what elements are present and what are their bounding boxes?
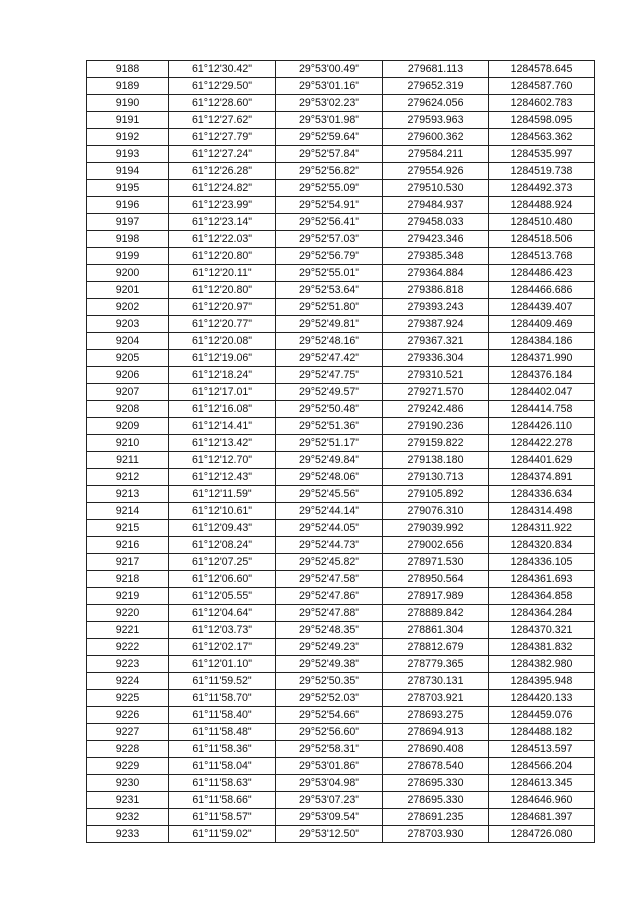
point-id-cell: 9226 [87,707,169,724]
easting-cell: 278691.235 [383,809,489,826]
easting-cell: 278917.989 [383,588,489,605]
point-id-cell: 9197 [87,214,169,231]
table-row [87,112,595,129]
easting-cell: 279039.992 [383,520,489,537]
table-row [87,333,595,350]
easting-cell: 279458.033 [383,214,489,231]
easting-cell: 279652.319 [383,78,489,95]
easting-cell: 279138.180 [383,452,489,469]
northing-cell: 1284613.345 [489,775,595,792]
longitude-cell: 61°11'58.70" [169,690,276,707]
latitude-cell: 29°52'45.56" [276,486,383,503]
table-row [87,758,595,775]
point-id-cell: 9200 [87,265,169,282]
table-row [87,452,595,469]
table-row [87,214,595,231]
easting-cell: 279367.321 [383,333,489,350]
table-row [87,656,595,673]
point-id-cell: 9231 [87,792,169,809]
latitude-cell: 29°53'00.49" [276,61,383,78]
longitude-cell: 61°12'01.10" [169,656,276,673]
northing-cell: 1284311.922 [489,520,595,537]
table-row [87,792,595,809]
point-id-cell: 9224 [87,673,169,690]
latitude-cell: 29°52'49.81" [276,316,383,333]
latitude-cell: 29°52'58.31" [276,741,383,758]
latitude-cell: 29°52'50.48" [276,401,383,418]
easting-cell: 278730.131 [383,673,489,690]
latitude-cell: 29°52'59.64" [276,129,383,146]
longitude-cell: 61°11'58.63" [169,775,276,792]
northing-cell: 1284402.047 [489,384,595,401]
point-id-cell: 9220 [87,605,169,622]
table-row [87,588,595,605]
point-id-cell: 9201 [87,282,169,299]
longitude-cell: 61°12'20.08" [169,333,276,350]
latitude-cell: 29°52'44.14" [276,503,383,520]
latitude-cell: 29°52'56.60" [276,724,383,741]
latitude-cell: 29°52'49.38" [276,656,383,673]
latitude-cell: 29°53'01.16" [276,78,383,95]
table-row [87,129,595,146]
longitude-cell: 61°12'05.55" [169,588,276,605]
point-id-cell: 9221 [87,622,169,639]
table-row [87,469,595,486]
easting-cell: 278694.913 [383,724,489,741]
point-id-cell: 9208 [87,401,169,418]
northing-cell: 1284486.423 [489,265,595,282]
point-id-cell: 9212 [87,469,169,486]
table-row [87,367,595,384]
point-id-cell: 9213 [87,486,169,503]
point-id-cell: 9225 [87,690,169,707]
longitude-cell: 61°12'08.24" [169,537,276,554]
easting-cell: 278971.530 [383,554,489,571]
longitude-cell: 61°12'23.14" [169,214,276,231]
point-id-cell: 9205 [87,350,169,367]
table-row [87,248,595,265]
latitude-cell: 29°52'48.16" [276,333,383,350]
point-id-cell: 9227 [87,724,169,741]
table-row [87,622,595,639]
point-id-cell: 9189 [87,78,169,95]
table-row [87,316,595,333]
point-id-cell: 9196 [87,197,169,214]
northing-cell: 1284646.960 [489,792,595,809]
northing-cell: 1284681.397 [489,809,595,826]
latitude-cell: 29°53'07.23" [276,792,383,809]
northing-cell: 1284602.783 [489,95,595,112]
northing-cell: 1284563.362 [489,129,595,146]
northing-cell: 1284420.133 [489,690,595,707]
northing-cell: 1284371.990 [489,350,595,367]
northing-cell: 1284401.629 [489,452,595,469]
easting-cell: 278695.330 [383,792,489,809]
point-id-cell: 9202 [87,299,169,316]
easting-cell: 278693.275 [383,707,489,724]
longitude-cell: 61°12'13.42" [169,435,276,452]
table-row [87,265,595,282]
easting-cell: 279387.924 [383,316,489,333]
northing-cell: 1284726.080 [489,826,595,843]
point-id-cell: 9195 [87,180,169,197]
table-row [87,826,595,843]
northing-cell: 1284422.278 [489,435,595,452]
easting-cell: 279385.348 [383,248,489,265]
point-id-cell: 9233 [87,826,169,843]
northing-cell: 1284518.506 [489,231,595,248]
easting-cell: 279600.362 [383,129,489,146]
point-id-cell: 9193 [87,146,169,163]
northing-cell: 1284519.738 [489,163,595,180]
latitude-cell: 29°52'47.75" [276,367,383,384]
northing-cell: 1284320.834 [489,537,595,554]
point-id-cell: 9191 [87,112,169,129]
latitude-cell: 29°52'57.03" [276,231,383,248]
latitude-cell: 29°52'56.79" [276,248,383,265]
point-id-cell: 9211 [87,452,169,469]
easting-cell: 278950.564 [383,571,489,588]
northing-cell: 1284510.480 [489,214,595,231]
longitude-cell: 61°12'02.17" [169,639,276,656]
point-id-cell: 9222 [87,639,169,656]
longitude-cell: 61°12'23.99" [169,197,276,214]
easting-cell: 279423.346 [383,231,489,248]
longitude-cell: 61°12'20.77" [169,316,276,333]
point-id-cell: 9198 [87,231,169,248]
longitude-cell: 61°12'30.42" [169,61,276,78]
easting-cell: 279364.884 [383,265,489,282]
coordinates-table [86,60,595,843]
northing-cell: 1284414.758 [489,401,595,418]
northing-cell: 1284374.891 [489,469,595,486]
longitude-cell: 61°12'12.43" [169,469,276,486]
easting-cell: 279159.822 [383,435,489,452]
point-id-cell: 9204 [87,333,169,350]
northing-cell: 1284513.597 [489,741,595,758]
table-row [87,384,595,401]
longitude-cell: 61°11'58.36" [169,741,276,758]
point-id-cell: 9210 [87,435,169,452]
latitude-cell: 29°52'47.86" [276,588,383,605]
northing-cell: 1284535.997 [489,146,595,163]
northing-cell: 1284364.858 [489,588,595,605]
northing-cell: 1284384.186 [489,333,595,350]
northing-cell: 1284381.832 [489,639,595,656]
point-id-cell: 9219 [87,588,169,605]
longitude-cell: 61°12'20.80" [169,282,276,299]
table-row [87,537,595,554]
northing-cell: 1284466.686 [489,282,595,299]
latitude-cell: 29°52'50.35" [276,673,383,690]
latitude-cell: 29°53'01.98" [276,112,383,129]
point-id-cell: 9230 [87,775,169,792]
latitude-cell: 29°52'47.42" [276,350,383,367]
point-id-cell: 9216 [87,537,169,554]
easting-cell: 278690.408 [383,741,489,758]
longitude-cell: 61°12'27.24" [169,146,276,163]
latitude-cell: 29°52'55.09" [276,180,383,197]
northing-cell: 1284439.407 [489,299,595,316]
point-id-cell: 9214 [87,503,169,520]
point-id-cell: 9190 [87,95,169,112]
easting-cell: 279393.243 [383,299,489,316]
point-id-cell: 9206 [87,367,169,384]
table-row [87,554,595,571]
point-id-cell: 9188 [87,61,169,78]
table-row [87,724,595,741]
easting-cell: 278889.842 [383,605,489,622]
latitude-cell: 29°53'09.54" [276,809,383,826]
easting-cell: 279584.211 [383,146,489,163]
longitude-cell: 61°12'28.60" [169,95,276,112]
longitude-cell: 61°12'20.80" [169,248,276,265]
easting-cell: 279593.963 [383,112,489,129]
point-id-cell: 9203 [87,316,169,333]
easting-cell: 278695.330 [383,775,489,792]
easting-cell: 279484.937 [383,197,489,214]
northing-cell: 1284336.105 [489,554,595,571]
point-id-cell: 9223 [87,656,169,673]
latitude-cell: 29°52'57.84" [276,146,383,163]
table-row [87,435,595,452]
northing-cell: 1284598.095 [489,112,595,129]
latitude-cell: 29°52'49.84" [276,452,383,469]
northing-cell: 1284426.110 [489,418,595,435]
table-row [87,775,595,792]
longitude-cell: 61°12'06.60" [169,571,276,588]
table-row [87,163,595,180]
latitude-cell: 29°52'44.05" [276,520,383,537]
easting-cell: 278861.304 [383,622,489,639]
latitude-cell: 29°53'02.23" [276,95,383,112]
easting-cell: 279310.521 [383,367,489,384]
longitude-cell: 61°11'59.02" [169,826,276,843]
table-row [87,282,595,299]
longitude-cell: 61°12'27.79" [169,129,276,146]
table-row [87,503,595,520]
point-id-cell: 9209 [87,418,169,435]
table-row [87,707,595,724]
latitude-cell: 29°52'48.06" [276,469,383,486]
longitude-cell: 61°11'58.66" [169,792,276,809]
table-row [87,741,595,758]
point-id-cell: 9194 [87,163,169,180]
easting-cell: 278703.930 [383,826,489,843]
easting-cell: 279076.310 [383,503,489,520]
easting-cell: 279681.113 [383,61,489,78]
northing-cell: 1284395.948 [489,673,595,690]
latitude-cell: 29°52'44.73" [276,537,383,554]
latitude-cell: 29°52'54.66" [276,707,383,724]
latitude-cell: 29°52'51.17" [276,435,383,452]
longitude-cell: 61°12'10.61" [169,503,276,520]
northing-cell: 1284336.634 [489,486,595,503]
point-id-cell: 9207 [87,384,169,401]
table-row [87,180,595,197]
latitude-cell: 29°52'47.58" [276,571,383,588]
latitude-cell: 29°52'47.88" [276,605,383,622]
longitude-cell: 61°12'04.64" [169,605,276,622]
table-row [87,639,595,656]
easting-cell: 279554.926 [383,163,489,180]
longitude-cell: 61°12'18.24" [169,367,276,384]
latitude-cell: 29°53'04.98" [276,775,383,792]
coordinates-table-body [87,61,595,843]
point-id-cell: 9215 [87,520,169,537]
easting-cell: 279271.570 [383,384,489,401]
easting-cell: 278678.540 [383,758,489,775]
latitude-cell: 29°52'49.57" [276,384,383,401]
northing-cell: 1284578.645 [489,61,595,78]
longitude-cell: 61°11'59.52" [169,673,276,690]
table-row [87,95,595,112]
point-id-cell: 9192 [87,129,169,146]
longitude-cell: 61°12'22.03" [169,231,276,248]
longitude-cell: 61°11'58.57" [169,809,276,826]
easting-cell: 278703.921 [383,690,489,707]
point-id-cell: 9232 [87,809,169,826]
table-row [87,299,595,316]
easting-cell: 279105.892 [383,486,489,503]
latitude-cell: 29°52'56.41" [276,214,383,231]
point-id-cell: 9228 [87,741,169,758]
latitude-cell: 29°52'55.01" [276,265,383,282]
table-row [87,605,595,622]
northing-cell: 1284513.768 [489,248,595,265]
northing-cell: 1284376.184 [489,367,595,384]
easting-cell: 279336.304 [383,350,489,367]
table-row [87,690,595,707]
longitude-cell: 61°12'11.59" [169,486,276,503]
longitude-cell: 61°12'12.70" [169,452,276,469]
latitude-cell: 29°52'53.64" [276,282,383,299]
longitude-cell: 61°12'20.97" [169,299,276,316]
easting-cell: 279242.486 [383,401,489,418]
easting-cell: 279624.056 [383,95,489,112]
latitude-cell: 29°52'54.91" [276,197,383,214]
longitude-cell: 61°12'27.62" [169,112,276,129]
table-row [87,520,595,537]
point-id-cell: 9218 [87,571,169,588]
table-row [87,197,595,214]
longitude-cell: 61°12'19.06" [169,350,276,367]
longitude-cell: 61°12'26.28" [169,163,276,180]
table-row [87,486,595,503]
table-row [87,146,595,163]
longitude-cell: 61°12'17.01" [169,384,276,401]
northing-cell: 1284370.321 [489,622,595,639]
easting-cell: 279510.530 [383,180,489,197]
longitude-cell: 61°11'58.40" [169,707,276,724]
northing-cell: 1284488.924 [489,197,595,214]
longitude-cell: 61°12'07.25" [169,554,276,571]
table-row [87,673,595,690]
latitude-cell: 29°52'51.80" [276,299,383,316]
longitude-cell: 61°11'58.04" [169,758,276,775]
longitude-cell: 61°12'16.08" [169,401,276,418]
table-row [87,418,595,435]
table-row [87,78,595,95]
northing-cell: 1284382.980 [489,656,595,673]
easting-cell: 279002.656 [383,537,489,554]
easting-cell: 279386.818 [383,282,489,299]
latitude-cell: 29°52'52.03" [276,690,383,707]
longitude-cell: 61°12'20.11" [169,265,276,282]
longitude-cell: 61°12'14.41" [169,418,276,435]
northing-cell: 1284566.204 [489,758,595,775]
latitude-cell: 29°52'56.82" [276,163,383,180]
latitude-cell: 29°53'12.50" [276,826,383,843]
latitude-cell: 29°52'49.23" [276,639,383,656]
table-row [87,231,595,248]
table-row [87,401,595,418]
northing-cell: 1284492.373 [489,180,595,197]
point-id-cell: 9199 [87,248,169,265]
point-id-cell: 9229 [87,758,169,775]
table-row [87,571,595,588]
table-row [87,350,595,367]
longitude-cell: 61°12'29.50" [169,78,276,95]
northing-cell: 1284488.182 [489,724,595,741]
table-row [87,809,595,826]
northing-cell: 1284364.284 [489,605,595,622]
northing-cell: 1284409.469 [489,316,595,333]
easting-cell: 279130.713 [383,469,489,486]
latitude-cell: 29°52'48.35" [276,622,383,639]
latitude-cell: 29°52'45.82" [276,554,383,571]
table-row [87,61,595,78]
longitude-cell: 61°12'24.82" [169,180,276,197]
northing-cell: 1284361.693 [489,571,595,588]
longitude-cell: 61°12'03.73" [169,622,276,639]
latitude-cell: 29°53'01.86" [276,758,383,775]
longitude-cell: 61°11'58.48" [169,724,276,741]
easting-cell: 279190.236 [383,418,489,435]
easting-cell: 278812.679 [383,639,489,656]
easting-cell: 278779.365 [383,656,489,673]
point-id-cell: 9217 [87,554,169,571]
northing-cell: 1284587.760 [489,78,595,95]
northing-cell: 1284459.076 [489,707,595,724]
longitude-cell: 61°12'09.43" [169,520,276,537]
latitude-cell: 29°52'51.36" [276,418,383,435]
northing-cell: 1284314.498 [489,503,595,520]
